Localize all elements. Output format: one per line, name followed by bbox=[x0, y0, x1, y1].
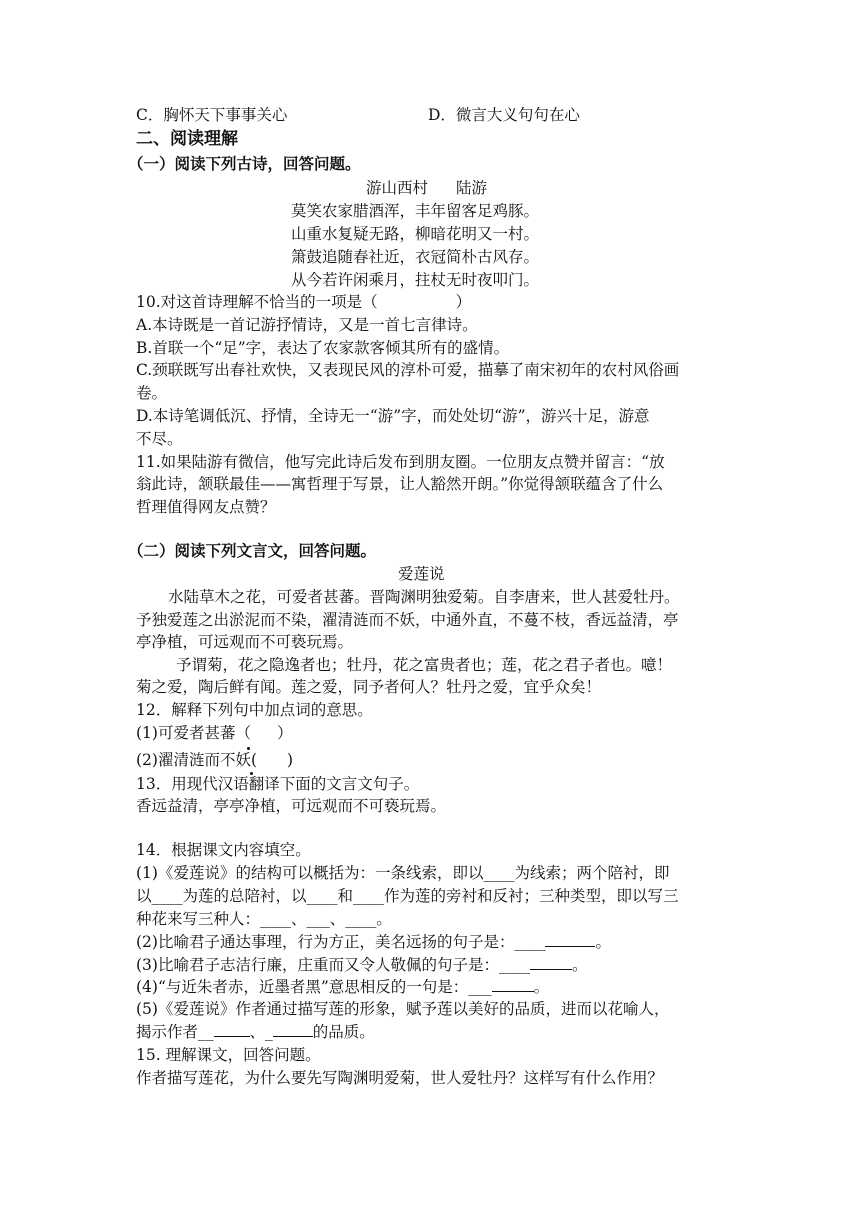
q15-stem: 15. 理解课文，回答问题。 bbox=[136, 1046, 321, 1064]
q13-sentence: 香远益清，亭亭净植，可远观而不可亵玩焉。 bbox=[136, 797, 447, 815]
q14-stem: 14．根据课文内容填空。 bbox=[136, 841, 311, 859]
q12-item1-close: ） bbox=[276, 724, 293, 742]
essay-line: 亭净植，可远观而不可亵玩焉。 bbox=[136, 633, 354, 651]
q14-l4-text: (2)比喻君子通达事理，行为方正，美名远扬的句子是：____ bbox=[136, 933, 546, 951]
q10-option-c: C.颈联既写出春社欢快，又表现民风的淳朴可爱，描摹了南宋初年的农村风俗画 bbox=[136, 361, 680, 379]
q12-item1-text: (1)可爱者甚蕃（ bbox=[136, 724, 251, 742]
q14-line bbox=[136, 977, 549, 997]
essay-line: 菊之爱，陶后鲜有闻。莲之爱，同予者何人？牡丹之爱，宜乎众矣！ bbox=[136, 678, 602, 696]
q10-option-a: A.本诗既是一首记游抒情诗，又是一首七言律诗。 bbox=[136, 316, 478, 334]
q12-stem: 12．解释下列句中加点词的意思。 bbox=[136, 701, 373, 719]
q10-stem-text: 10.对这首诗理解不恰当的一项是（ bbox=[136, 293, 378, 311]
q14-line: (5)《爱莲说》作者通过描写莲的形象，赋予莲以美好的品质，进而以花喻人， bbox=[136, 1000, 670, 1018]
q14-line bbox=[136, 932, 611, 952]
q10-option-b: B.首联一个“足”字，表达了农家款客倾其所有的盛情。 bbox=[136, 339, 510, 357]
q10-stem bbox=[136, 292, 471, 312]
q14-l5-end: 。 bbox=[571, 956, 588, 974]
answer-blank bbox=[530, 955, 572, 970]
q14-l4-end: 。 bbox=[595, 933, 611, 951]
q12-item bbox=[136, 723, 292, 743]
q14-line: 以____为莲的总陪衬，以____和____作为莲的旁衬和反衬；三种类型，即以写三 bbox=[136, 887, 679, 905]
essay-line: 予谓菊，花之隐逸者也；牡丹，花之富贵者也；莲，花之君子者也。噫！ bbox=[176, 656, 673, 674]
q14-l6-text: (4)“与近朱者赤，近墨者黑”意思相反的一句是：___ bbox=[136, 978, 492, 996]
poem-title bbox=[366, 178, 487, 198]
q11-line: 翁此诗，颔联最佳——寓哲理于写景，让人豁然开朗。”你觉得颔联蕴含了什么 bbox=[136, 475, 664, 493]
poem-line: 从今若许闲乘月，拄杖无时夜叩门。 bbox=[291, 271, 540, 289]
q14-line: 种花来写三种人：____、___、____。 bbox=[136, 910, 392, 928]
essay-title: 爱莲说 bbox=[398, 565, 445, 583]
q14-line bbox=[136, 1022, 375, 1042]
q10-stem-close: ） bbox=[455, 293, 472, 311]
q11-line: 哲理值得网友点赞？ bbox=[136, 498, 276, 516]
part2-heading: （二）阅读下列文言文，回答问题。 bbox=[128, 541, 377, 560]
q14-line: (1)《爱莲说》的结构可以概括为：一条线索，即以____为线索；两个陪衬，即 bbox=[136, 864, 670, 882]
q11-line: 11.如果陆游有微信，他写完此诗后发布到朋友圈。一位朋友点赞并留言：“放 bbox=[136, 453, 665, 471]
poem-line: 山重水复疑无路，柳暗花明又一村。 bbox=[291, 225, 540, 243]
q12-item bbox=[136, 750, 293, 770]
poem-line: 箫鼓追随春社近，衣冠简朴古风存。 bbox=[291, 248, 540, 266]
q14-l8c: 的品质。 bbox=[312, 1023, 375, 1041]
q14-l8a: 揭示作者__ bbox=[136, 1023, 214, 1041]
part1-heading: （一）阅读下列古诗，回答问题。 bbox=[128, 154, 361, 173]
poem-author: 陆游 bbox=[456, 179, 488, 197]
poem-title-text: 游山西村 bbox=[366, 179, 429, 197]
q14-l5-text: (3)比喻君子志洁行廉，庄重而又令人敬佩的句子是：____ bbox=[136, 956, 530, 974]
section-title: 二、阅读理解 bbox=[136, 129, 238, 149]
q14-line bbox=[136, 955, 587, 975]
option-d: D．微言大义句句在心 bbox=[428, 106, 580, 124]
answer-blank bbox=[545, 932, 595, 947]
essay-line: 水陆草木之花，可爱者甚蕃。晋陶渊明独爱菊。自李唐来，世人甚爱牡丹。 bbox=[168, 588, 680, 606]
q10-option-c-cont: 卷。 bbox=[136, 384, 168, 402]
poem-line: 莫笑农家腊酒浑，丰年留客足鸡豚。 bbox=[291, 202, 540, 220]
answer-blank bbox=[492, 977, 534, 992]
q14-l6-end: 。 bbox=[533, 978, 550, 996]
answer-blank bbox=[214, 1022, 250, 1037]
q15-question: 作者描写莲花，为什么要先写陶渊明爱菊，世人爱牡丹？这样写有什么作用？ bbox=[136, 1069, 664, 1087]
essay-line: 予独爱莲之出淤泥而不染，濯清涟而不妖，中通外直，不蔓不枝，香远益清，亭 bbox=[136, 611, 679, 629]
q10-option-d-cont: 不尽。 bbox=[136, 430, 183, 448]
option-c: C．胸怀天下事事关心 bbox=[136, 106, 288, 124]
q10-option-d: D.本诗笔调低沉、抒情，全诗无一“游”字，而处处切“游”，游兴十足，游意 bbox=[136, 407, 650, 425]
q13-stem: 13．用现代汉语翻译下面的文言文句子。 bbox=[136, 775, 420, 793]
answer-blank bbox=[273, 1022, 313, 1037]
q14-l8b: 、_ bbox=[249, 1023, 273, 1041]
q12-item2-close: ) bbox=[287, 751, 294, 769]
q12-item2-text: (2)濯清涟而不妖( bbox=[136, 751, 258, 769]
